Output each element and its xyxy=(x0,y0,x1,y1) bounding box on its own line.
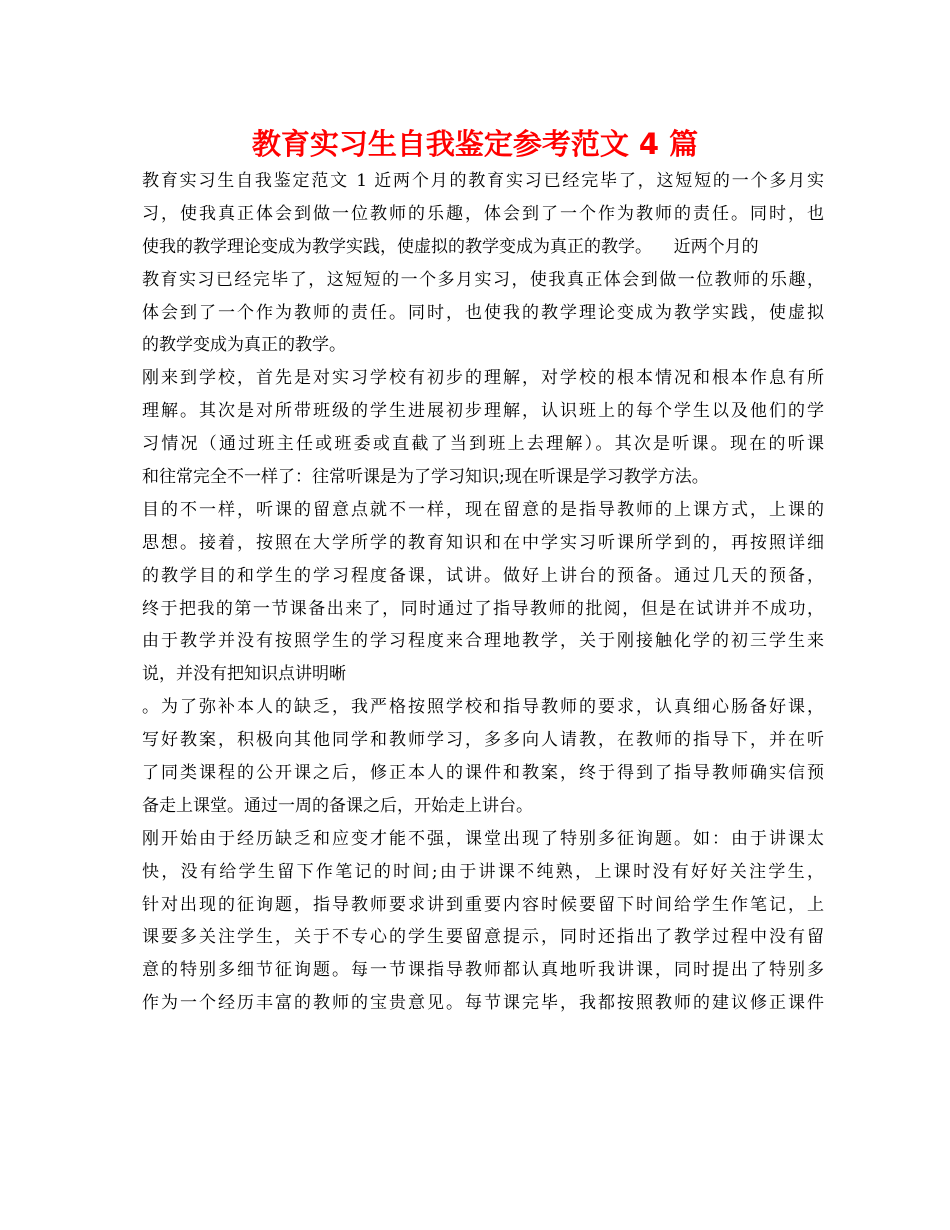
body-line: 的教学变成为真正的教学。 xyxy=(142,335,346,356)
body-line: 终于把我的第一节课备出来了，同时通过了指导教师的批阅，但是在试讲并不成功， xyxy=(142,598,824,619)
body-line: 习情况（通过班主任或班委或直截了当到班上去理解）。其次是听课。现在的听课 xyxy=(142,434,824,455)
body-line: 理解。其次是对所带班级的学生进展初步理解，认识班上的每个学生以及他们的学 xyxy=(142,401,824,422)
body-line: 刚开始由于经历缺乏和应变才能不强，课堂出现了特别多征询题。如：由于讲课太 xyxy=(142,828,824,849)
body-line: 写好教案，积极向其他同学和教师学习，多多向人请教，在教师的指导下，并在听 xyxy=(142,730,824,751)
body-line: 的教学目的和学生的学习程度备课，试讲。做好上讲台的预备。通过几天的预备， xyxy=(142,565,824,586)
body-line: 思想。接着，按照在大学所学的教育知识和在中学实习听课所学到的，再按照详细 xyxy=(142,532,824,553)
body-line: 教育实习已经完毕了，这短短的一个多月实习，使我真正体会到做一位教师的乐趣， xyxy=(142,269,824,290)
body-line: 和往常完全不一样了：往常听课是为了学习知识;现在听课是学习教学方法。 xyxy=(142,467,709,488)
body-line: 。为了弥补本人的缺乏，我严格按照学校和指导教师的要求，认真细心肠备好课， xyxy=(142,697,824,718)
body-line: 习，使我真正体会到做一位教师的乐趣，体会到了一个作为教师的责任。同时，也 xyxy=(142,203,824,224)
body-line: 意的特别多细节征询题。每一节课指导教师都认真地听我讲课，同时提出了特别多 xyxy=(142,960,824,981)
body-line: 备走上课堂。通过一周的备课之后，开始走上讲台。 xyxy=(142,795,533,816)
body-line: 使我的教学理论变成为教学实践，使虚拟的教学变成为真正的教学。 近两个月的 xyxy=(142,236,759,257)
body-line: 目的不一样，听课的留意点就不一样，现在留意的是指导教师的上课方式，上课的 xyxy=(142,499,824,520)
body-line: 体会到了一个作为教师的责任。同时，也使我的教学理论变成为教学实践，使虚拟 xyxy=(142,302,824,323)
body-line: 了同类课程的公开课之后，修正本人的课件和教案，终于得到了指导教师确实信预 xyxy=(142,763,824,784)
body-line: 说，并没有把知识点讲明晰 xyxy=(142,664,346,685)
body-line: 作为一个经历丰富的教师的宝贵意见。每节课完毕，我都按照教师的建议修正课件 xyxy=(142,993,824,1014)
body-line: 由于教学并没有按照学生的学习程度来合理地教学，关于刚接触化学的初三学生来 xyxy=(142,631,824,652)
document-body xyxy=(142,165,824,1020)
body-line: 教育实习生自我鉴定范文 1 近两个月的教育实习已经完毕了，这短短的一个多月实 xyxy=(142,171,824,191)
body-line: 快，没有给学生留下作笔记的时间;由于讲课不纯熟，上课时没有好好关注学生， xyxy=(142,861,824,882)
document-title: 教育实习生自我鉴定参考范文 4 篇 xyxy=(251,127,699,161)
body-line: 针对出现的征询题，指导教师要求讲到重要内容时候要留下时间给学生作笔记，上 xyxy=(142,894,824,915)
body-line: 课要多关注学生，关于不专心的学生要留意提示，同时还指出了教学过程中没有留 xyxy=(142,927,824,948)
body-line: 刚来到学校，首先是对实习学校有初步的理解，对学校的根本情况和根本作息有所 xyxy=(142,368,824,389)
